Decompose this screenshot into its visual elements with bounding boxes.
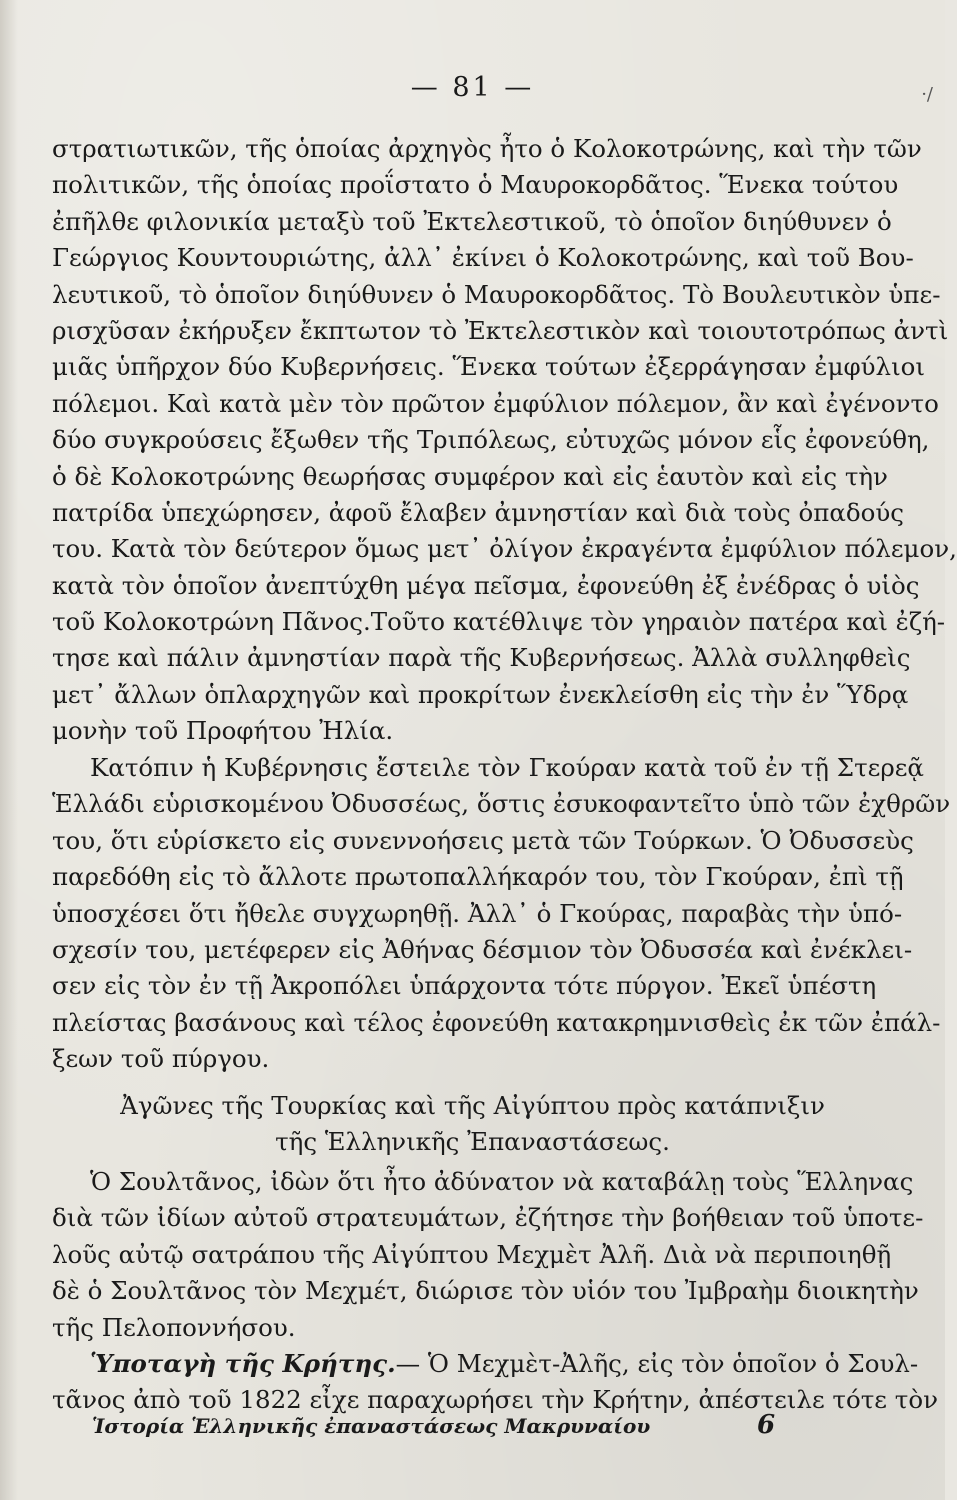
text-line: δύο συγκρούσεις ἔξωθεν τῆς Τριπόλεως, εὐτυχῶς μόνον εἷς ἐφονεύθη, <box>52 425 930 455</box>
text-line: μονὴν τοῦ Προφήτου Ἠλία. <box>52 716 394 746</box>
footer-signature-text: Ἱστορία Ἑλληνικῆς ἐπαναστάσεως Μακρυναίου <box>92 1414 651 1438</box>
paragraph-political-conflict <box>52 131 957 750</box>
paragraph-gouras-odysseus <box>52 750 951 1078</box>
text-line: πλείστας βασάνους καὶ τέλος ἐφονεύθη κατακρημνισθεὶς ἐκ τῶν ἐπάλ- <box>52 1007 941 1037</box>
text-line: δὲ ὁ Σουλτᾶνος τὸν Μεχμέτ, διώρισε τὸν υἱόν του Ἰμβραὴμ διοικητὴν <box>52 1276 919 1306</box>
text-line: τησε καὶ πάλιν ἀμνηστίαν παρὰ τῆς Κυβερνήσεως. Ἀλλὰ συλληφθεὶς <box>52 643 911 673</box>
text-line: κατὰ τὸν ὁποῖον ἀνεπτύχθη μέγα πεῖσμα, ἐφονεύθη ἐξ ἐνέδρας ὁ υἱὸς <box>52 570 920 600</box>
text-line: του. Κατὰ τὸν δεύτερον ὅμως μετ᾽ ὀλίγον ἐκραγέντα ἐμφύλιον πόλεμον, <box>52 534 957 564</box>
text-line: Ἑλλάδι εὑρισκομένου Ὀδυσσέως, ὅστις ἐσυκοφαντεῖτο ὑπὸ τῶν ἐχθρῶν <box>52 789 951 819</box>
paragraph-sultan-egypt <box>52 1164 924 1346</box>
text-line: στρατιωτικῶν, τῆς ὁποίας ἀρχηγὸς ἦτο ὁ Κολοκοτρώνης, καὶ τὴν τῶν <box>52 134 922 163</box>
text-line: παρεδόθη εἰς τὸ ἄλλοτε πρωτοπαλλήκαρόν του, τὸν Γκούραν, ἐπὶ τῇ <box>52 862 904 892</box>
text-line: Γεώργιος Κουντουριώτης, ἀλλ᾽ ἐκίνει ὁ Κολοκοτρώνης, καὶ τοῦ Βου- <box>52 243 914 273</box>
text-line: τᾶνος ἀπὸ τοῦ 1822 εἶχε παραχωρήσει τὴν Κρήτην, ἀπέστειλε τότε τὸν <box>52 1385 938 1415</box>
text-line: σχεσίν του, μετέφερεν εἰς Ἀθήνας δέσμιον τὸν Ὀδυσσέα καὶ ἐνέκλει- <box>52 934 913 964</box>
text-line: μιᾶς ὑπῆρχον δύο Κυβερνήσεις. Ἕνεκα τούτων ἐξερράγησαν ἐμφύλιοι <box>52 352 926 382</box>
text-line: ὑποσχέσει ὅτι ἤθελε συγχωρηθῇ. Ἀλλ᾽ ὁ Γκούρας, παραβὰς τὴν ὑπό- <box>52 898 903 928</box>
text-line: τοῦ Κολοκοτρώνη Πᾶνος.Τοῦτο κατέθλιψε τὸν γηραιὸν πατέρα καὶ ἐζή- <box>52 607 946 637</box>
paragraph-crete-subjugation <box>52 1346 938 1419</box>
text-line: του, ὅτι εὑρίσκετο εἰς συνεννοήσεις μετὰ τῶν Τούρκων. Ὁ Ὀδυσσεὺς <box>52 825 914 855</box>
text-line: λοῦς αὐτῷ σατράπου τῆς Αἰγύπτου Μεχμὲτ Ἀλῆ. Διὰ νὰ περιποιηθῇ <box>52 1239 892 1269</box>
text-line <box>52 1346 919 1382</box>
text-line: πόλεμοι. Καὶ κατὰ μὲν τὸν πρῶτον ἐμφύλιον πόλεμον, ἂν καὶ ἐγένοντο <box>52 388 939 418</box>
page-number: — 81 — <box>410 72 535 103</box>
text-line: ρισχῦσαν ἐκήρυξεν ἔκπτωτον τὸ Ἐκτελεστικὸν καὶ τοιουτοτρόπως ἀντὶ <box>52 315 949 345</box>
crete-line-1-text: — Ὁ Μεχμὲτ-Ἀλῆς, εἰς τὸν ὁποῖον ὁ Σουλ- <box>395 1349 919 1378</box>
text-line: μετ᾽ ἄλλων ὁπλαρχηγῶν καὶ προκρίτων ἐνεκλείσθη εἰς τὴν ἐν Ὕδρᾳ <box>52 679 909 709</box>
text-line: διὰ τῶν ἰδίων αὐτοῦ στρατευμάτων, ἐζήτησε τὴν βοήθειαν τοῦ ὑποτε- <box>52 1203 924 1233</box>
text-line: πολιτικῶν, τῆς ὁποίας προΐστατο ὁ Μαυροκορδᾶτος. Ἕνεκα τούτου <box>52 170 899 200</box>
text-line: ξεων τοῦ πύργου. <box>52 1044 270 1074</box>
page-edge-shadow <box>0 0 18 1500</box>
text-line: ἐπῆλθε φιλονικία μεταξὺ τοῦ Ἐκτελεστικοῦ, τὸ ὁποῖον διηύθυνεν ὁ <box>52 206 892 236</box>
section-heading-line-1: Ἀγῶνες τῆς Τουρκίας καὶ τῆς Αἰγύπτου πρὸς κατάπνιξιν <box>120 1091 825 1120</box>
text-line: τῆς Πελοποννήσου. <box>52 1312 296 1342</box>
signature-number: 6 <box>757 1410 776 1440</box>
section-heading-line-2: τῆς Ἑλληνικῆς Ἐπαναστάσεως. <box>275 1127 670 1156</box>
text-line: σεν εἰς τὸν ἐν τῇ Ἀκροπόλει ὑπάρχοντα τότε πύργον. Ἐκεῖ ὑπέστη <box>52 971 877 1001</box>
text-line: Ὁ Σουλτᾶνος, ἰδὼν ὅτι ἦτο ἀδύνατον νὰ καταβάλῃ τοὺς Ἕλληνας <box>90 1167 914 1196</box>
text-line: ὁ δὲ Κολοκοτρώνης θεωρήσας συμφέρον καὶ εἰς ἑαυτὸν καὶ εἰς τὴν <box>52 461 888 491</box>
corner-mark: ·/ <box>921 84 933 105</box>
crete-subheading: Ὑποταγὴ τῆς Κρήτης. <box>90 1349 396 1378</box>
text-line: πατρίδα ὑπεχώρησεν, ἀφοῦ ἔλαβεν ἀμνηστίαν καὶ διὰ τοὺς ὀπαδούς <box>52 497 904 527</box>
text-line: λευτικοῦ, τὸ ὁποῖον διηύθυνεν ὁ Μαυροκορδᾶτος. Τὸ Βουλευτικὸν ὑπε- <box>52 279 941 309</box>
text-line: Κατόπιν ἡ Κυβέρνησις ἔστειλε τὸν Γκούραν κατὰ τοῦ ἐν τῇ Στερεᾷ <box>90 753 924 782</box>
